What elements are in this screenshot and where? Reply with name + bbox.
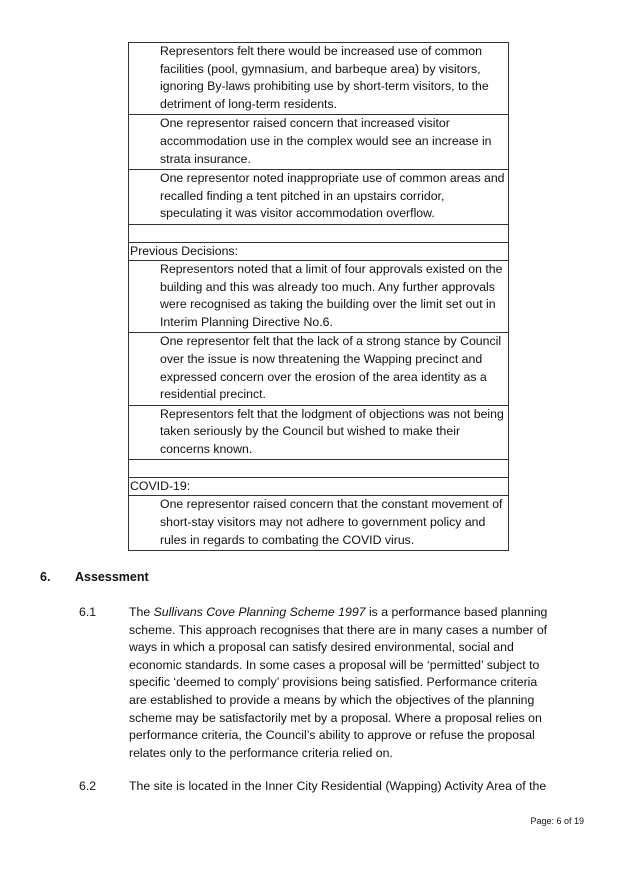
table-cell-item: One representor noted inappropriate use of common areas and recalled finding a tent pitched in an upstairs corridor, speculating it was visitor accommodation overflow. [129, 170, 509, 225]
table-cell-item: One representor felt that the lack of a strong stance by Council over the issue is now threatening the Wapping precinct and expressed concern over the erosion of the area identity as a residential precinct. [129, 333, 509, 405]
table-row [129, 460, 509, 478]
table-row [129, 170, 509, 225]
paragraph-text [129, 604, 549, 762]
paragraph-number: 6.2 [79, 779, 97, 793]
table-row [129, 478, 509, 496]
table-row [129, 333, 509, 405]
table-row [129, 224, 509, 242]
table-cell-heading-previous-decisions: Previous Decisions: [129, 242, 509, 260]
table-cell-item: Representors felt that the lodgment of objections was not being taken seriously by the Council but wished to make their concerns known. [129, 405, 509, 460]
table-cell-blank [129, 224, 509, 242]
paragraph-text-body: is a performance based planning scheme. This approach recognises that there are in many cases a number of ways in which a proposal can satisfy desired environmental, social and economic standards. In some cases a proposal will be ‘permitted’ subject to specific ‘deemed to comply’ provisions being satisfied. Performance criteria are established to provide a means by which the objectives of the planning scheme may be satisfactorily met by a proposal. Where a proposal relies on performance criteria, the Council’s ability to approve or refuse the proposal relates only to the performance criteria relied on. [129, 605, 548, 760]
paragraph-text-lead: The [129, 605, 154, 619]
table-row [129, 242, 509, 260]
table-cell-item: Representors noted that a limit of four approvals existed on the building and this was already too much. Any further approvals were recognised as taking the building over the limit set out in Interim Planning Directive No.6. [129, 260, 509, 332]
table-row [129, 405, 509, 460]
paragraph-number: 6.1 [79, 605, 97, 619]
table-cell-blank [129, 460, 509, 478]
paragraph-6-1 [79, 604, 549, 762]
representations-table [128, 42, 509, 551]
paragraph-6-2 [79, 778, 549, 796]
table-row [129, 115, 509, 170]
paragraph-text-lead: The site is located in the Inner City Residential (Wapping) Activity Area of the [129, 779, 547, 793]
table-cell-item: One representor raised concern that increased visitor accommodation use in the complex would see an increase in strata insurance. [129, 115, 509, 170]
table-cell-item: One representor raised concern that the constant movement of short-stay visitors may not adhere to government policy and rules in regards to combating the COVID virus. [129, 496, 509, 551]
table-row [129, 43, 509, 115]
page-number: Page: 6 of 19 [530, 816, 584, 826]
paragraph-text [129, 778, 549, 796]
representations-table-body [129, 43, 509, 551]
table-cell-item: Representors felt there would be increased use of common facilities (pool, gymnasium, and barbeque area) by visitors, ignoring By-laws prohibiting use by short-term visitors, to the detriment of long-term residents. [129, 43, 509, 115]
table-cell-heading-covid-19: COVID-19: [129, 478, 509, 496]
planning-scheme-title: Sullivans Cove Planning Scheme 1997 [153, 605, 366, 619]
table-row [129, 496, 509, 551]
section-number: 6. [40, 570, 51, 584]
table-row [129, 260, 509, 332]
section-title: Assessment [75, 570, 149, 584]
